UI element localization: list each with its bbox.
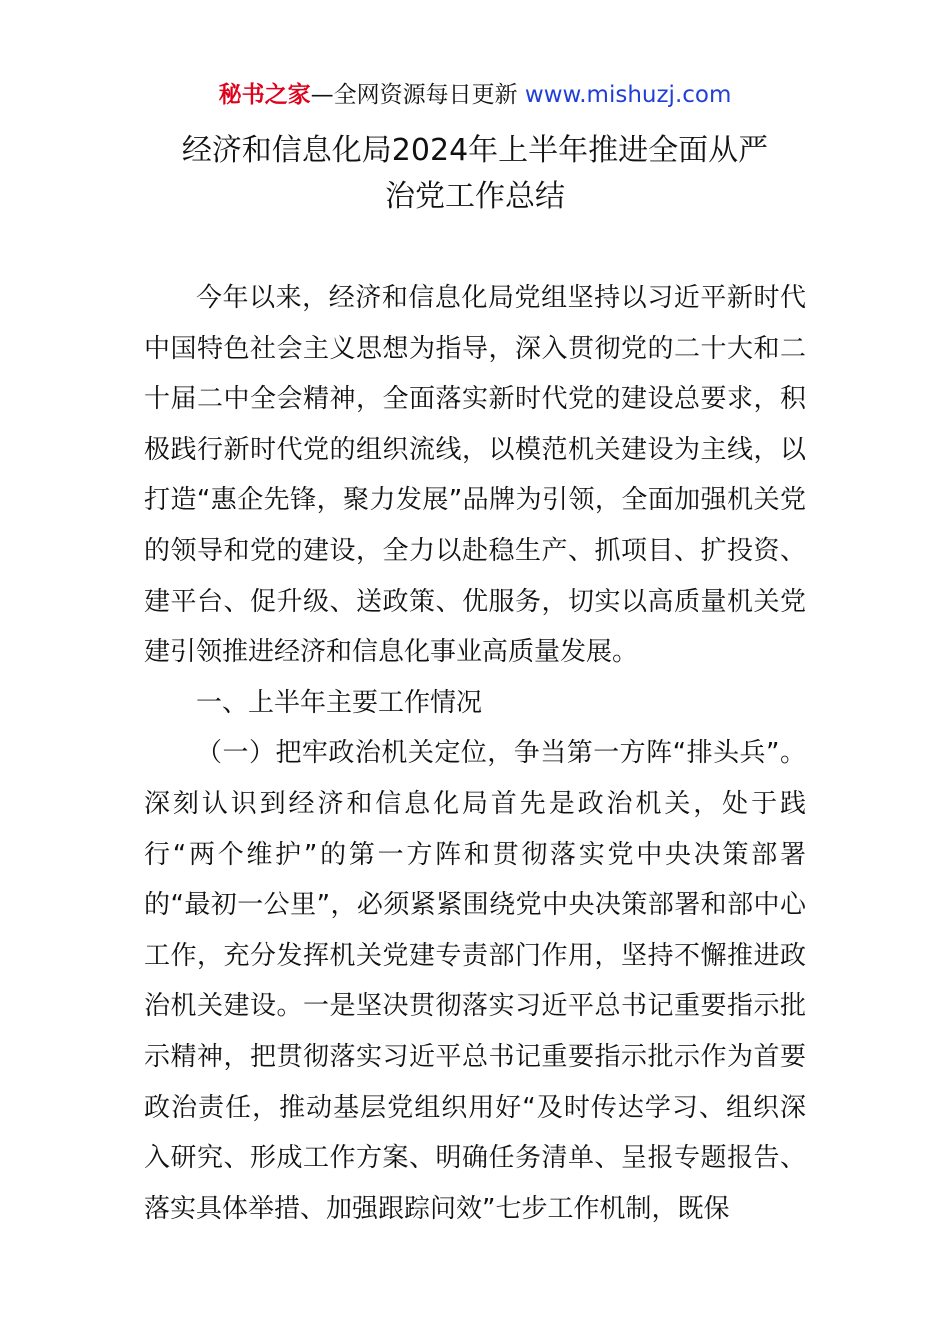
site-url[interactable]: www.mishuzj.com: [524, 82, 732, 108]
watermark-header: [0, 80, 950, 110]
document-body: [144, 273, 806, 1234]
title-line-2: 治党工作总结: [385, 179, 565, 214]
intro-paragraph: 今年以来，经济和信息化局党组坚持以习近平新时代中国特色社会主义思想为指导，深入贯彻党的二十大和二十届二中全会精神，全面落实新时代党的建设总要求，积极践行新时代党的组织流线，以模范机关建设为主线，以打造“惠企先锋，聚力发展”品牌为引领，全面加强机关党的领导和党的建设，全力以赴稳生产、抓项目、扩投资、建平台、促升级、送政策、优服务，切实以高质量机关党建引领推进经济和信息化事业高质量发展。: [144, 283, 806, 668]
section-heading: 一、上半年主要工作情况: [196, 687, 483, 718]
brand-name: 秘书之家: [218, 82, 311, 108]
title-line-1: 经济和信息化局2024年上半年推进全面从严: [181, 133, 769, 168]
document-title: [0, 128, 950, 220]
section-paragraph: （一）把牢政治机关定位，争当第一方阵“排头兵”。深刻认识到经济和信息化局首先是政治机关，处于践行“两个维护”的第一方阵和贯彻落实党中央决策部署的“最初一公里”，必须紧紧围绕党中央决策部署和部中心工作，充分发挥机关党建专责部门作用，坚持不懈推进政治机关建设。一是坚决贯彻落实习近平总书记重要指示批示精神，把贯彻落实习近平总书记重要指示批示作为首要政治责任，推动基层党组织用好“及时传达学习、组织深入研究、形成工作方案、明确任务清单、呈报专题报告、落实具体举措、加强跟踪问效”七步工作机制，既保: [144, 738, 806, 1224]
header-tagline: —全网资源每日更新: [310, 82, 525, 108]
